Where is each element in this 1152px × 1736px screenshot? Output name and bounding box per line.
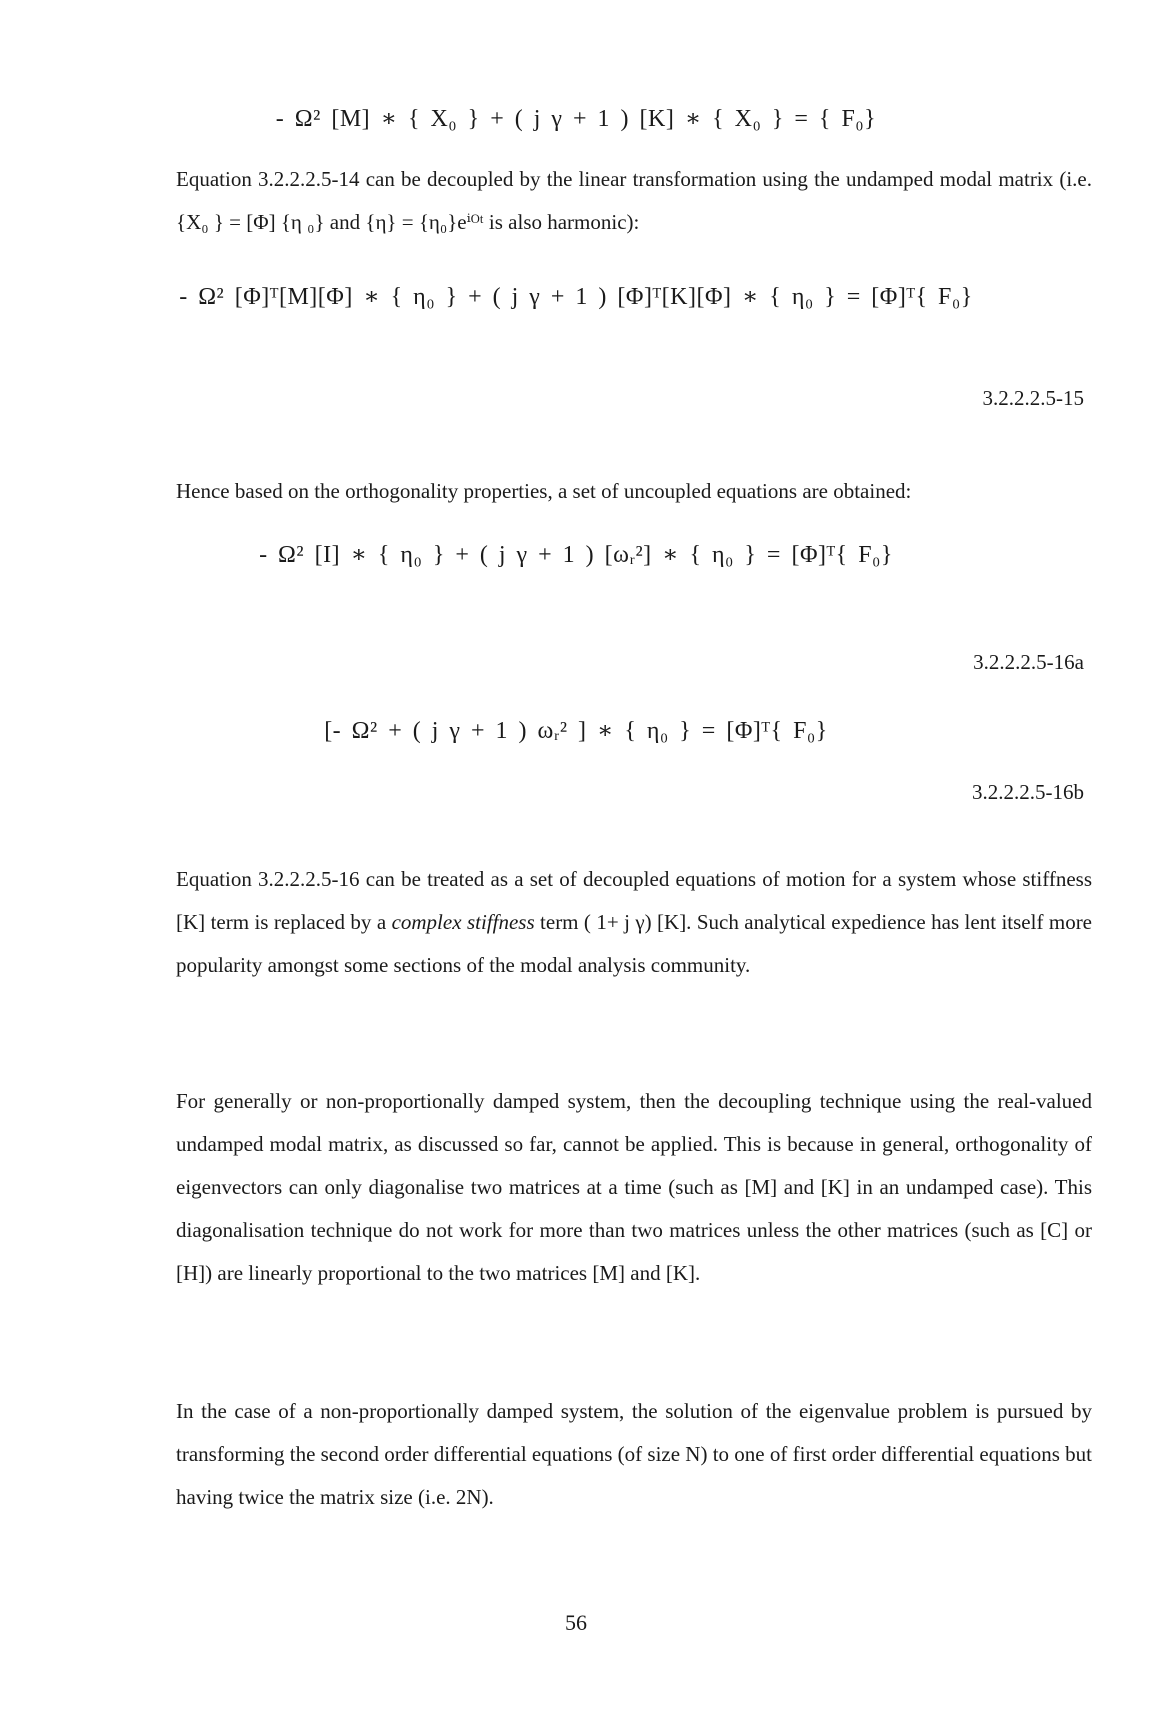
equation-15: - Ω² [Φ]ᵀ[M][Φ] ∗ { η₀ } + ( j γ + 1 ) [Φ]ᵀ[K][Φ] ∗ { η₀ } = [Φ]ᵀ{ F₀} (179, 284, 973, 310)
equation-16b: [- Ω² + ( j γ + 1 ) ωᵣ² ] ∗ { η₀ } = [Φ]ᵀ{ F₀} (324, 718, 828, 744)
equation-16a: - Ω² [I] ∗ { η₀ } + ( j γ + 1 ) [ωᵣ²] ∗ { η₀ } = [Φ]ᵀ{ F₀} (259, 542, 893, 568)
paragraph-non-proportional: For generally or non-proportionally damped system, then the decoupling technique using the real-valued undamped modal matrix, as discussed so far, cannot be applied. This is because in general, orthogonality of eigenvectors can only diagonalise two matrices at a time (such as [M] and [K] in an undamped case). This diagonalisation technique do not work for more than two matrices unless the other matrices (such as [C] or [H]) are linearly proportional to the two matrices [M] and [K]. (176, 1089, 1092, 1285)
inline-transformation: {X₀ } = [Φ] {η ₀} and {η} = {η₀}eⁱᴼᵗ (176, 210, 484, 234)
equation-15-label: 3.2.2.2.5-15 (982, 386, 1084, 410)
emphasis-complex-stiffness: complex stiffness (391, 910, 535, 934)
equation-16b-label: 3.2.2.2.5-16b (972, 780, 1084, 804)
paragraph-eigenvalue: In the case of a non-proportionally damped system, the solution of the eigenvalue problem is pursued by transforming the second order differential equations (of size N) to one of first order differential equations but having twice the matrix size (i.e. 2N). (176, 1399, 1092, 1509)
equation-16a-label: 3.2.2.2.5-16a (973, 650, 1084, 674)
paragraph-complex-stiffness: Equation 3.2.2.2.5-16 can be treated as a set of decoupled equations of motion for a system whose stiffness [K] term is replaced by a complex stiffness term ( 1+ j γ) [K]. Such analytical expedience has lent itself more popularity amongst some sections of the modal analysis community. (176, 867, 1093, 977)
paragraph-orthogonality: Hence based on the orthogonality properties, a set of uncoupled equations are obtained: (176, 479, 912, 503)
paragraph-decoupling: Equation 3.2.2.2.5-14 can be decoupled by the linear transformation using the undamped modal matrix (i.e. {X₀ } = [Φ] {η ₀} and {η} = {η₀}eⁱᴼᵗ is also harmonic): (176, 167, 1092, 234)
page-number: 56 (565, 1610, 587, 1635)
equation-14: - Ω² [M] ∗ { X₀ } + ( j γ + 1 ) [K] ∗ { X₀ } = { F₀} (275, 106, 877, 132)
